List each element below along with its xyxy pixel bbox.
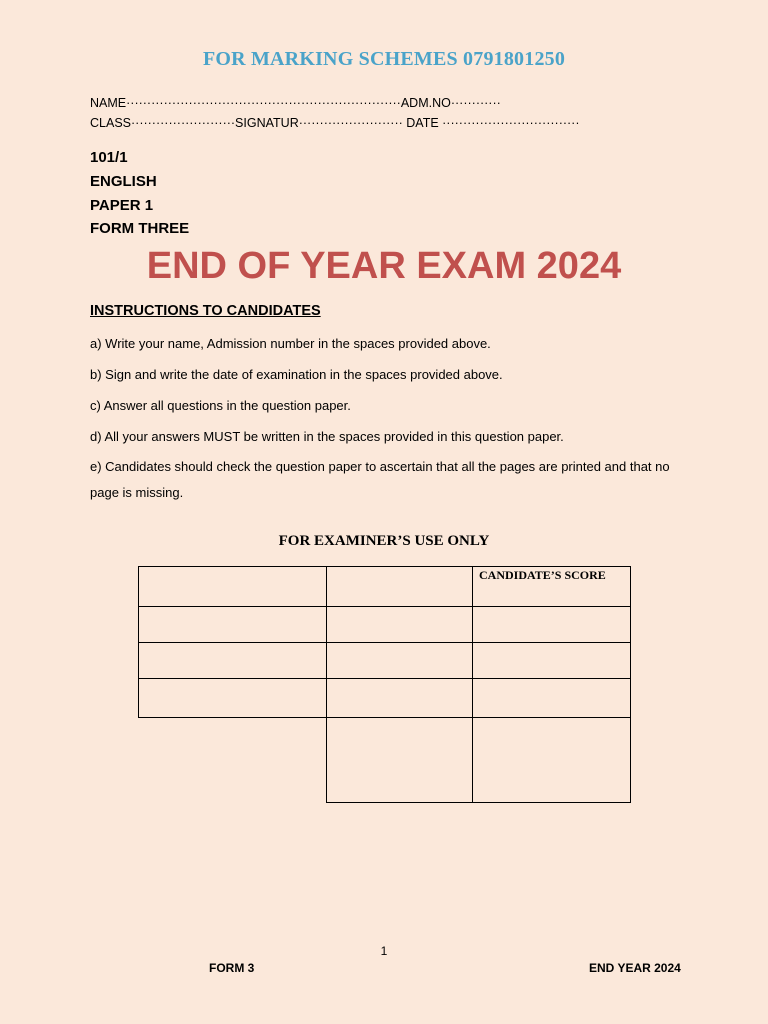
table-header-cell — [472, 566, 631, 607]
class-signature-date-line: CLASS·························SIGNATUR························· DATE ································· — [90, 116, 580, 130]
instruction-b: b) Sign and write the date of examination in the spaces provided above. — [90, 367, 503, 382]
paper-number: PAPER 1 — [90, 196, 154, 214]
class-signature-date-fields — [90, 116, 580, 130]
table-cell — [138, 566, 327, 607]
table-total-cell — [326, 717, 473, 803]
footer-form: FORM 3 — [209, 961, 255, 975]
paper-info — [90, 146, 189, 241]
page-number: 1 — [380, 944, 388, 958]
name-adm-fields — [90, 96, 501, 110]
instruction-a: a) Write your name, Admission number in the spaces provided above. — [90, 336, 491, 351]
table-cell — [472, 678, 631, 718]
table-cell — [472, 642, 631, 679]
marking-schemes-contact: FOR MARKING SCHEMES 0791801250 — [202, 48, 566, 70]
table-total-cell — [472, 717, 631, 803]
table-cell — [138, 642, 327, 679]
paper-form: FORM THREE — [90, 220, 190, 238]
examiner-use-heading: FOR EXAMINER’S USE ONLY — [278, 533, 490, 549]
instruction-d: d) All your answers MUST be written in the spaces provided in this question paper. — [90, 429, 564, 444]
table-cell — [326, 566, 473, 607]
table-cell — [138, 678, 327, 718]
table-cell — [472, 606, 631, 643]
instructions-heading: INSTRUCTIONS TO CANDIDATES — [90, 303, 321, 319]
table-cell — [326, 678, 473, 718]
table-cell — [326, 606, 473, 643]
instruction-c: c) Answer all questions in the question paper. — [90, 398, 351, 413]
exam-title: END OF YEAR EXAM 2024 — [146, 245, 622, 287]
table-cell — [326, 642, 473, 679]
candidate-score-label: CANDIDATE’S SCORE — [479, 568, 606, 582]
table-cell — [138, 606, 327, 643]
instruction-e: e) Candidates should check the question paper to ascertain that all the pages are printed and that no page is missing. — [90, 459, 670, 500]
paper-subject: ENGLISH — [90, 172, 157, 190]
footer-exam: END YEAR 2024 — [589, 961, 681, 975]
name-adm-line: NAME··································································ADM.NO············ — [90, 96, 501, 110]
paper-code: 101/1 — [90, 149, 128, 166]
